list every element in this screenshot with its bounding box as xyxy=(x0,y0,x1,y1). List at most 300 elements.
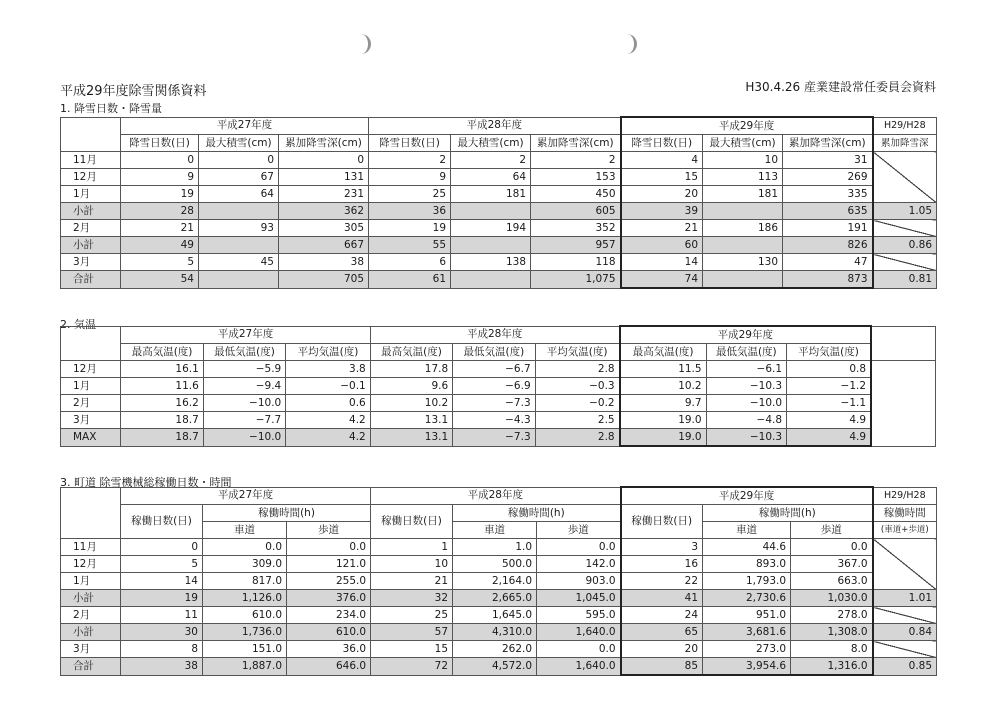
data-cell: 2 xyxy=(451,152,531,169)
data-cell: 352 xyxy=(531,220,621,237)
data-cell: 450 xyxy=(531,186,621,203)
data-cell: 817.0 xyxy=(203,573,287,590)
data-cell: 121.0 xyxy=(287,556,371,573)
data-cell: 2 xyxy=(531,152,621,169)
data-cell: −1.1 xyxy=(787,395,872,412)
diagonal-cell xyxy=(451,203,531,220)
corner-cell xyxy=(61,487,121,539)
data-cell: 21 xyxy=(371,573,453,590)
data-cell: 38 xyxy=(121,658,203,676)
document-reference: H30.4.26 産業建設常任委員会資料 xyxy=(745,80,936,94)
ratio-column-note: (車道+歩道) xyxy=(873,522,937,539)
table-row xyxy=(61,203,937,220)
data-cell: −5.9 xyxy=(203,361,285,378)
data-cell: 1,793.0 xyxy=(703,573,791,590)
column-header: 降雪日数(日) xyxy=(621,135,703,152)
ratio-header: H29/H28 xyxy=(873,487,937,505)
data-cell: 1,736.0 xyxy=(203,624,287,641)
corner-cell xyxy=(61,117,121,152)
column-header: 最大積雪(cm) xyxy=(199,135,279,152)
data-cell: 19 xyxy=(369,220,451,237)
section1-title: 1. 降雪日数・降雪量 xyxy=(60,102,162,115)
data-cell: 93 xyxy=(199,220,279,237)
row-label: 小計 xyxy=(61,590,121,607)
diagonal-cell xyxy=(873,607,937,624)
year-header: 平成29年度 xyxy=(621,487,873,505)
data-cell: 54 xyxy=(121,271,199,289)
data-cell: 16 xyxy=(621,556,703,573)
row-label: MAX xyxy=(61,429,121,447)
data-cell: 72 xyxy=(371,658,453,676)
data-cell: 28 xyxy=(121,203,199,220)
data-cell: 55 xyxy=(369,237,451,254)
diagonal-cell xyxy=(873,539,937,590)
table-row xyxy=(61,658,937,676)
ratio-cell: 1.01 xyxy=(873,590,937,607)
data-cell: 3,954.6 xyxy=(703,658,791,676)
data-cell: 38 xyxy=(279,254,369,271)
table-row xyxy=(61,429,936,447)
data-cell: 25 xyxy=(369,186,451,203)
data-cell: 1,316.0 xyxy=(791,658,873,676)
data-cell: 21 xyxy=(621,220,703,237)
data-cell: 376.0 xyxy=(287,590,371,607)
data-cell: 595.0 xyxy=(537,607,621,624)
row-label: 合計 xyxy=(61,271,121,289)
data-cell: 20 xyxy=(621,186,703,203)
data-cell: 153 xyxy=(531,169,621,186)
data-cell: 49 xyxy=(121,237,199,254)
punch-hole-left xyxy=(354,34,371,54)
data-cell: −10.3 xyxy=(706,378,786,395)
row-label: 11月 xyxy=(61,152,121,169)
data-cell: 4.2 xyxy=(286,412,370,429)
data-cell: 57 xyxy=(371,624,453,641)
table-row xyxy=(61,237,937,254)
data-cell: 19.0 xyxy=(620,429,706,447)
data-cell: 21 xyxy=(121,220,199,237)
column-header: 稼働時間(h) xyxy=(453,505,621,522)
column-header: 最低気温(度) xyxy=(706,344,786,361)
diagonal-cell xyxy=(703,237,783,254)
data-cell: 1,126.0 xyxy=(203,590,287,607)
data-cell: 3 xyxy=(621,539,703,556)
sub-header: 歩道 xyxy=(791,522,873,539)
table-row xyxy=(61,254,937,271)
row-label: 2月 xyxy=(61,607,121,624)
data-cell: 309.0 xyxy=(203,556,287,573)
ratio-cell: 0.84 xyxy=(873,624,937,641)
data-cell: 186 xyxy=(703,220,783,237)
data-cell: 305 xyxy=(279,220,369,237)
data-cell: 2,665.0 xyxy=(453,590,537,607)
data-cell: 2,730.6 xyxy=(703,590,791,607)
data-cell: −1.2 xyxy=(787,378,872,395)
data-cell: −7.7 xyxy=(203,412,285,429)
year-header: 平成27年度 xyxy=(121,117,369,135)
sub-header: 歩道 xyxy=(287,522,371,539)
row-label: 合計 xyxy=(61,658,121,676)
ratio-cell: 0.85 xyxy=(873,658,937,676)
column-header: 最大積雪(cm) xyxy=(451,135,531,152)
data-cell: 4.9 xyxy=(787,429,872,447)
table-row xyxy=(61,641,937,658)
data-cell: 1.0 xyxy=(453,539,537,556)
data-cell: 635 xyxy=(783,203,873,220)
year-header: 平成28年度 xyxy=(371,487,621,505)
data-cell: −0.1 xyxy=(286,378,370,395)
table-row xyxy=(61,573,937,590)
data-cell: −7.3 xyxy=(453,395,535,412)
data-cell: 85 xyxy=(621,658,703,676)
data-cell: 36.0 xyxy=(287,641,371,658)
diagonal-cell xyxy=(873,641,937,658)
data-cell: 0 xyxy=(121,539,203,556)
data-cell: 113 xyxy=(703,169,783,186)
year-header: 平成29年度 xyxy=(620,326,871,344)
data-cell: 31 xyxy=(783,152,873,169)
diagonal-cell xyxy=(703,271,783,289)
ratio-column-header: 累加降雪深 xyxy=(873,135,937,152)
data-cell: 705 xyxy=(279,271,369,289)
data-cell: 2,164.0 xyxy=(453,573,537,590)
data-cell: 0.6 xyxy=(286,395,370,412)
data-cell: 32 xyxy=(371,590,453,607)
data-cell: 131 xyxy=(279,169,369,186)
column-header: 稼働日数(日) xyxy=(371,505,453,539)
data-cell: 36 xyxy=(369,203,451,220)
row-label: 12月 xyxy=(61,361,121,378)
blank-cell xyxy=(871,361,935,447)
table-row xyxy=(61,378,936,395)
data-cell: 8.0 xyxy=(791,641,873,658)
data-cell: 951.0 xyxy=(703,607,791,624)
data-cell: 5 xyxy=(121,254,199,271)
column-header: 稼働時間(h) xyxy=(703,505,873,522)
data-cell: 1,308.0 xyxy=(791,624,873,641)
punch-hole-right xyxy=(620,34,637,54)
table-row xyxy=(61,395,936,412)
data-cell: 1,640.0 xyxy=(537,658,621,676)
data-cell: 15 xyxy=(371,641,453,658)
row-label: 11月 xyxy=(61,539,121,556)
data-cell: 142.0 xyxy=(537,556,621,573)
data-cell: 2.5 xyxy=(535,412,619,429)
year-header: 平成27年度 xyxy=(121,326,370,344)
data-cell: 181 xyxy=(703,186,783,203)
ratio-cell: 0.81 xyxy=(873,271,937,289)
data-cell: 605 xyxy=(531,203,621,220)
table-row xyxy=(61,539,937,556)
data-cell: 1,887.0 xyxy=(203,658,287,676)
data-cell: 41 xyxy=(621,590,703,607)
data-cell: 47 xyxy=(783,254,873,271)
diagonal-cell xyxy=(873,254,937,271)
row-label: 3月 xyxy=(61,254,121,271)
data-cell: 873 xyxy=(783,271,873,289)
column-header: 累加降雪深(cm) xyxy=(279,135,369,152)
data-cell: 0 xyxy=(121,152,199,169)
data-cell: 4,572.0 xyxy=(453,658,537,676)
row-label: 2月 xyxy=(61,220,121,237)
data-cell: 11 xyxy=(121,607,203,624)
data-cell: 191 xyxy=(783,220,873,237)
data-cell: −7.3 xyxy=(453,429,535,447)
data-cell: 64 xyxy=(451,169,531,186)
diagonal-cell xyxy=(873,152,937,203)
row-label: 3月 xyxy=(61,412,121,429)
data-cell: 60 xyxy=(621,237,703,254)
data-cell: 10.2 xyxy=(620,378,706,395)
column-header: 最高気温(度) xyxy=(121,344,203,361)
data-cell: 11.6 xyxy=(121,378,203,395)
column-header: 累加降雪深(cm) xyxy=(783,135,873,152)
data-cell: 19 xyxy=(121,186,199,203)
column-header: 稼働日数(日) xyxy=(121,505,203,539)
data-cell: 269 xyxy=(783,169,873,186)
ratio-column-header: 稼働時間 xyxy=(873,505,937,522)
row-label: 2月 xyxy=(61,395,121,412)
data-cell: 255.0 xyxy=(287,573,371,590)
column-header: 平均気温(度) xyxy=(286,344,370,361)
data-cell: 16.2 xyxy=(121,395,203,412)
data-cell: 0.8 xyxy=(787,361,872,378)
column-header: 平均気温(度) xyxy=(787,344,872,361)
column-header: 降雪日数(日) xyxy=(369,135,451,152)
data-cell: 3.8 xyxy=(286,361,370,378)
table-row xyxy=(61,186,937,203)
data-cell: 0.0 xyxy=(287,539,371,556)
temperature-table xyxy=(60,325,936,447)
diagonal-cell xyxy=(199,203,279,220)
data-cell: 18.7 xyxy=(121,412,203,429)
data-cell: 903.0 xyxy=(537,573,621,590)
table-row xyxy=(61,624,937,641)
row-label: 3月 xyxy=(61,641,121,658)
data-cell: 10 xyxy=(703,152,783,169)
data-cell: 0 xyxy=(199,152,279,169)
document-title: 平成29年度除雪関係資料 xyxy=(60,84,207,99)
data-cell: 61 xyxy=(369,271,451,289)
data-cell: 1,045.0 xyxy=(537,590,621,607)
data-cell: 2 xyxy=(369,152,451,169)
data-cell: 231 xyxy=(279,186,369,203)
row-label: 1月 xyxy=(61,378,121,395)
data-cell: 4.2 xyxy=(286,429,370,447)
data-cell: 67 xyxy=(199,169,279,186)
data-cell: 0 xyxy=(279,152,369,169)
column-header: 最大積雪(cm) xyxy=(703,135,783,152)
snowfall-table xyxy=(60,116,937,289)
data-cell: 1,030.0 xyxy=(791,590,873,607)
table-row xyxy=(61,590,937,607)
data-cell: 9.7 xyxy=(620,395,706,412)
data-cell: 10 xyxy=(371,556,453,573)
sub-header: 車道 xyxy=(453,522,537,539)
data-cell: 65 xyxy=(621,624,703,641)
column-header: 最高気温(度) xyxy=(620,344,706,361)
table-row xyxy=(61,169,937,186)
data-cell: 0.0 xyxy=(791,539,873,556)
data-cell: 367.0 xyxy=(791,556,873,573)
data-cell: 30 xyxy=(121,624,203,641)
diagonal-cell xyxy=(199,237,279,254)
column-header: 稼働日数(日) xyxy=(621,505,703,539)
diagonal-cell xyxy=(873,220,937,237)
data-cell: 893.0 xyxy=(703,556,791,573)
ratio-cell: 0.86 xyxy=(873,237,937,254)
data-cell: 151.0 xyxy=(203,641,287,658)
year-header: 平成28年度 xyxy=(370,326,619,344)
data-cell: −10.0 xyxy=(203,429,285,447)
data-cell: 17.8 xyxy=(370,361,452,378)
data-cell: −6.7 xyxy=(453,361,535,378)
data-cell: 273.0 xyxy=(703,641,791,658)
data-cell: 4 xyxy=(621,152,703,169)
data-cell: 11.5 xyxy=(620,361,706,378)
corner-cell xyxy=(61,326,121,361)
data-cell: 1,075 xyxy=(531,271,621,289)
data-cell: 362 xyxy=(279,203,369,220)
row-label: 小計 xyxy=(61,624,121,641)
data-cell: 44.6 xyxy=(703,539,791,556)
data-cell: 13.1 xyxy=(370,412,452,429)
data-cell: −4.8 xyxy=(706,412,786,429)
data-cell: 74 xyxy=(621,271,703,289)
data-cell: −9.4 xyxy=(203,378,285,395)
data-cell: 181 xyxy=(451,186,531,203)
data-cell: 130 xyxy=(703,254,783,271)
data-cell: 13.1 xyxy=(370,429,452,447)
data-cell: −0.3 xyxy=(535,378,619,395)
data-cell: 1,640.0 xyxy=(537,624,621,641)
data-cell: 500.0 xyxy=(453,556,537,573)
sub-header: 車道 xyxy=(203,522,287,539)
data-cell: 667 xyxy=(279,237,369,254)
data-cell: 278.0 xyxy=(791,607,873,624)
section3-title: 3. 町道 除雪機械総稼働日数・時間 xyxy=(60,476,232,489)
row-label: 1月 xyxy=(61,186,121,203)
data-cell: 4.9 xyxy=(787,412,872,429)
data-cell: 45 xyxy=(199,254,279,271)
data-cell: 646.0 xyxy=(287,658,371,676)
data-cell: 610.0 xyxy=(287,624,371,641)
column-header: 累加降雪深(cm) xyxy=(531,135,621,152)
data-cell: 2.8 xyxy=(535,429,619,447)
year-header: 平成29年度 xyxy=(621,117,873,135)
row-label: 12月 xyxy=(61,556,121,573)
sub-header: 車道 xyxy=(703,522,791,539)
table-row xyxy=(61,152,937,169)
data-cell: 118 xyxy=(531,254,621,271)
column-header: 降雪日数(日) xyxy=(121,135,199,152)
data-cell: −6.9 xyxy=(453,378,535,395)
data-cell: 64 xyxy=(199,186,279,203)
data-cell: 957 xyxy=(531,237,621,254)
data-cell: 19 xyxy=(121,590,203,607)
diagonal-cell xyxy=(703,203,783,220)
data-cell: 22 xyxy=(621,573,703,590)
diagonal-cell xyxy=(451,237,531,254)
data-cell: 2.8 xyxy=(535,361,619,378)
data-cell: 610.0 xyxy=(203,607,287,624)
data-cell: 663.0 xyxy=(791,573,873,590)
ratio-header: H29/H28 xyxy=(873,117,937,135)
data-cell: 16.1 xyxy=(121,361,203,378)
data-cell: −10.0 xyxy=(706,395,786,412)
data-cell: 6 xyxy=(369,254,451,271)
data-cell: −4.3 xyxy=(453,412,535,429)
data-cell: 0.0 xyxy=(537,641,621,658)
row-label: 1月 xyxy=(61,573,121,590)
data-cell: 9 xyxy=(369,169,451,186)
column-header: 最高気温(度) xyxy=(370,344,452,361)
row-label: 小計 xyxy=(61,237,121,254)
data-cell: 10.2 xyxy=(370,395,452,412)
column-header: 最低気温(度) xyxy=(203,344,285,361)
data-cell: 5 xyxy=(121,556,203,573)
data-cell: 9.6 xyxy=(370,378,452,395)
column-header: 平均気温(度) xyxy=(535,344,619,361)
table-row xyxy=(61,607,937,624)
sub-header: 歩道 xyxy=(537,522,621,539)
data-cell: 0.0 xyxy=(537,539,621,556)
data-cell: 194 xyxy=(451,220,531,237)
data-cell: 14 xyxy=(621,254,703,271)
data-cell: 14 xyxy=(121,573,203,590)
data-cell: 138 xyxy=(451,254,531,271)
table-row xyxy=(61,412,936,429)
data-cell: 234.0 xyxy=(287,607,371,624)
diagonal-cell xyxy=(451,271,531,289)
data-cell: 24 xyxy=(621,607,703,624)
data-cell: 3,681.6 xyxy=(703,624,791,641)
data-cell: 20 xyxy=(621,641,703,658)
data-cell: 25 xyxy=(371,607,453,624)
data-cell: 19.0 xyxy=(620,412,706,429)
data-cell: 9 xyxy=(121,169,199,186)
table-row xyxy=(61,361,936,378)
data-cell: 826 xyxy=(783,237,873,254)
data-cell: −6.1 xyxy=(706,361,786,378)
diagonal-cell xyxy=(199,271,279,289)
year-header: 平成28年度 xyxy=(369,117,621,135)
data-cell: 1 xyxy=(371,539,453,556)
data-cell: −10.3 xyxy=(706,429,786,447)
data-cell: −0.2 xyxy=(535,395,619,412)
table-row xyxy=(61,271,937,289)
data-cell: 8 xyxy=(121,641,203,658)
row-label: 小計 xyxy=(61,203,121,220)
machine-operation-table xyxy=(60,486,937,676)
column-header: 稼働時間(h) xyxy=(203,505,371,522)
data-cell: 0.0 xyxy=(203,539,287,556)
data-cell: 18.7 xyxy=(121,429,203,447)
ratio-cell: 1.05 xyxy=(873,203,937,220)
year-header: 平成27年度 xyxy=(121,487,371,505)
data-cell: 1,645.0 xyxy=(453,607,537,624)
data-cell: −10.0 xyxy=(203,395,285,412)
blank-cell xyxy=(871,326,935,361)
table-row xyxy=(61,556,937,573)
data-cell: 4,310.0 xyxy=(453,624,537,641)
column-header: 最低気温(度) xyxy=(453,344,535,361)
data-cell: 335 xyxy=(783,186,873,203)
section2-title: 2. 気温 xyxy=(60,318,96,331)
data-cell: 15 xyxy=(621,169,703,186)
data-cell: 39 xyxy=(621,203,703,220)
data-cell: 262.0 xyxy=(453,641,537,658)
